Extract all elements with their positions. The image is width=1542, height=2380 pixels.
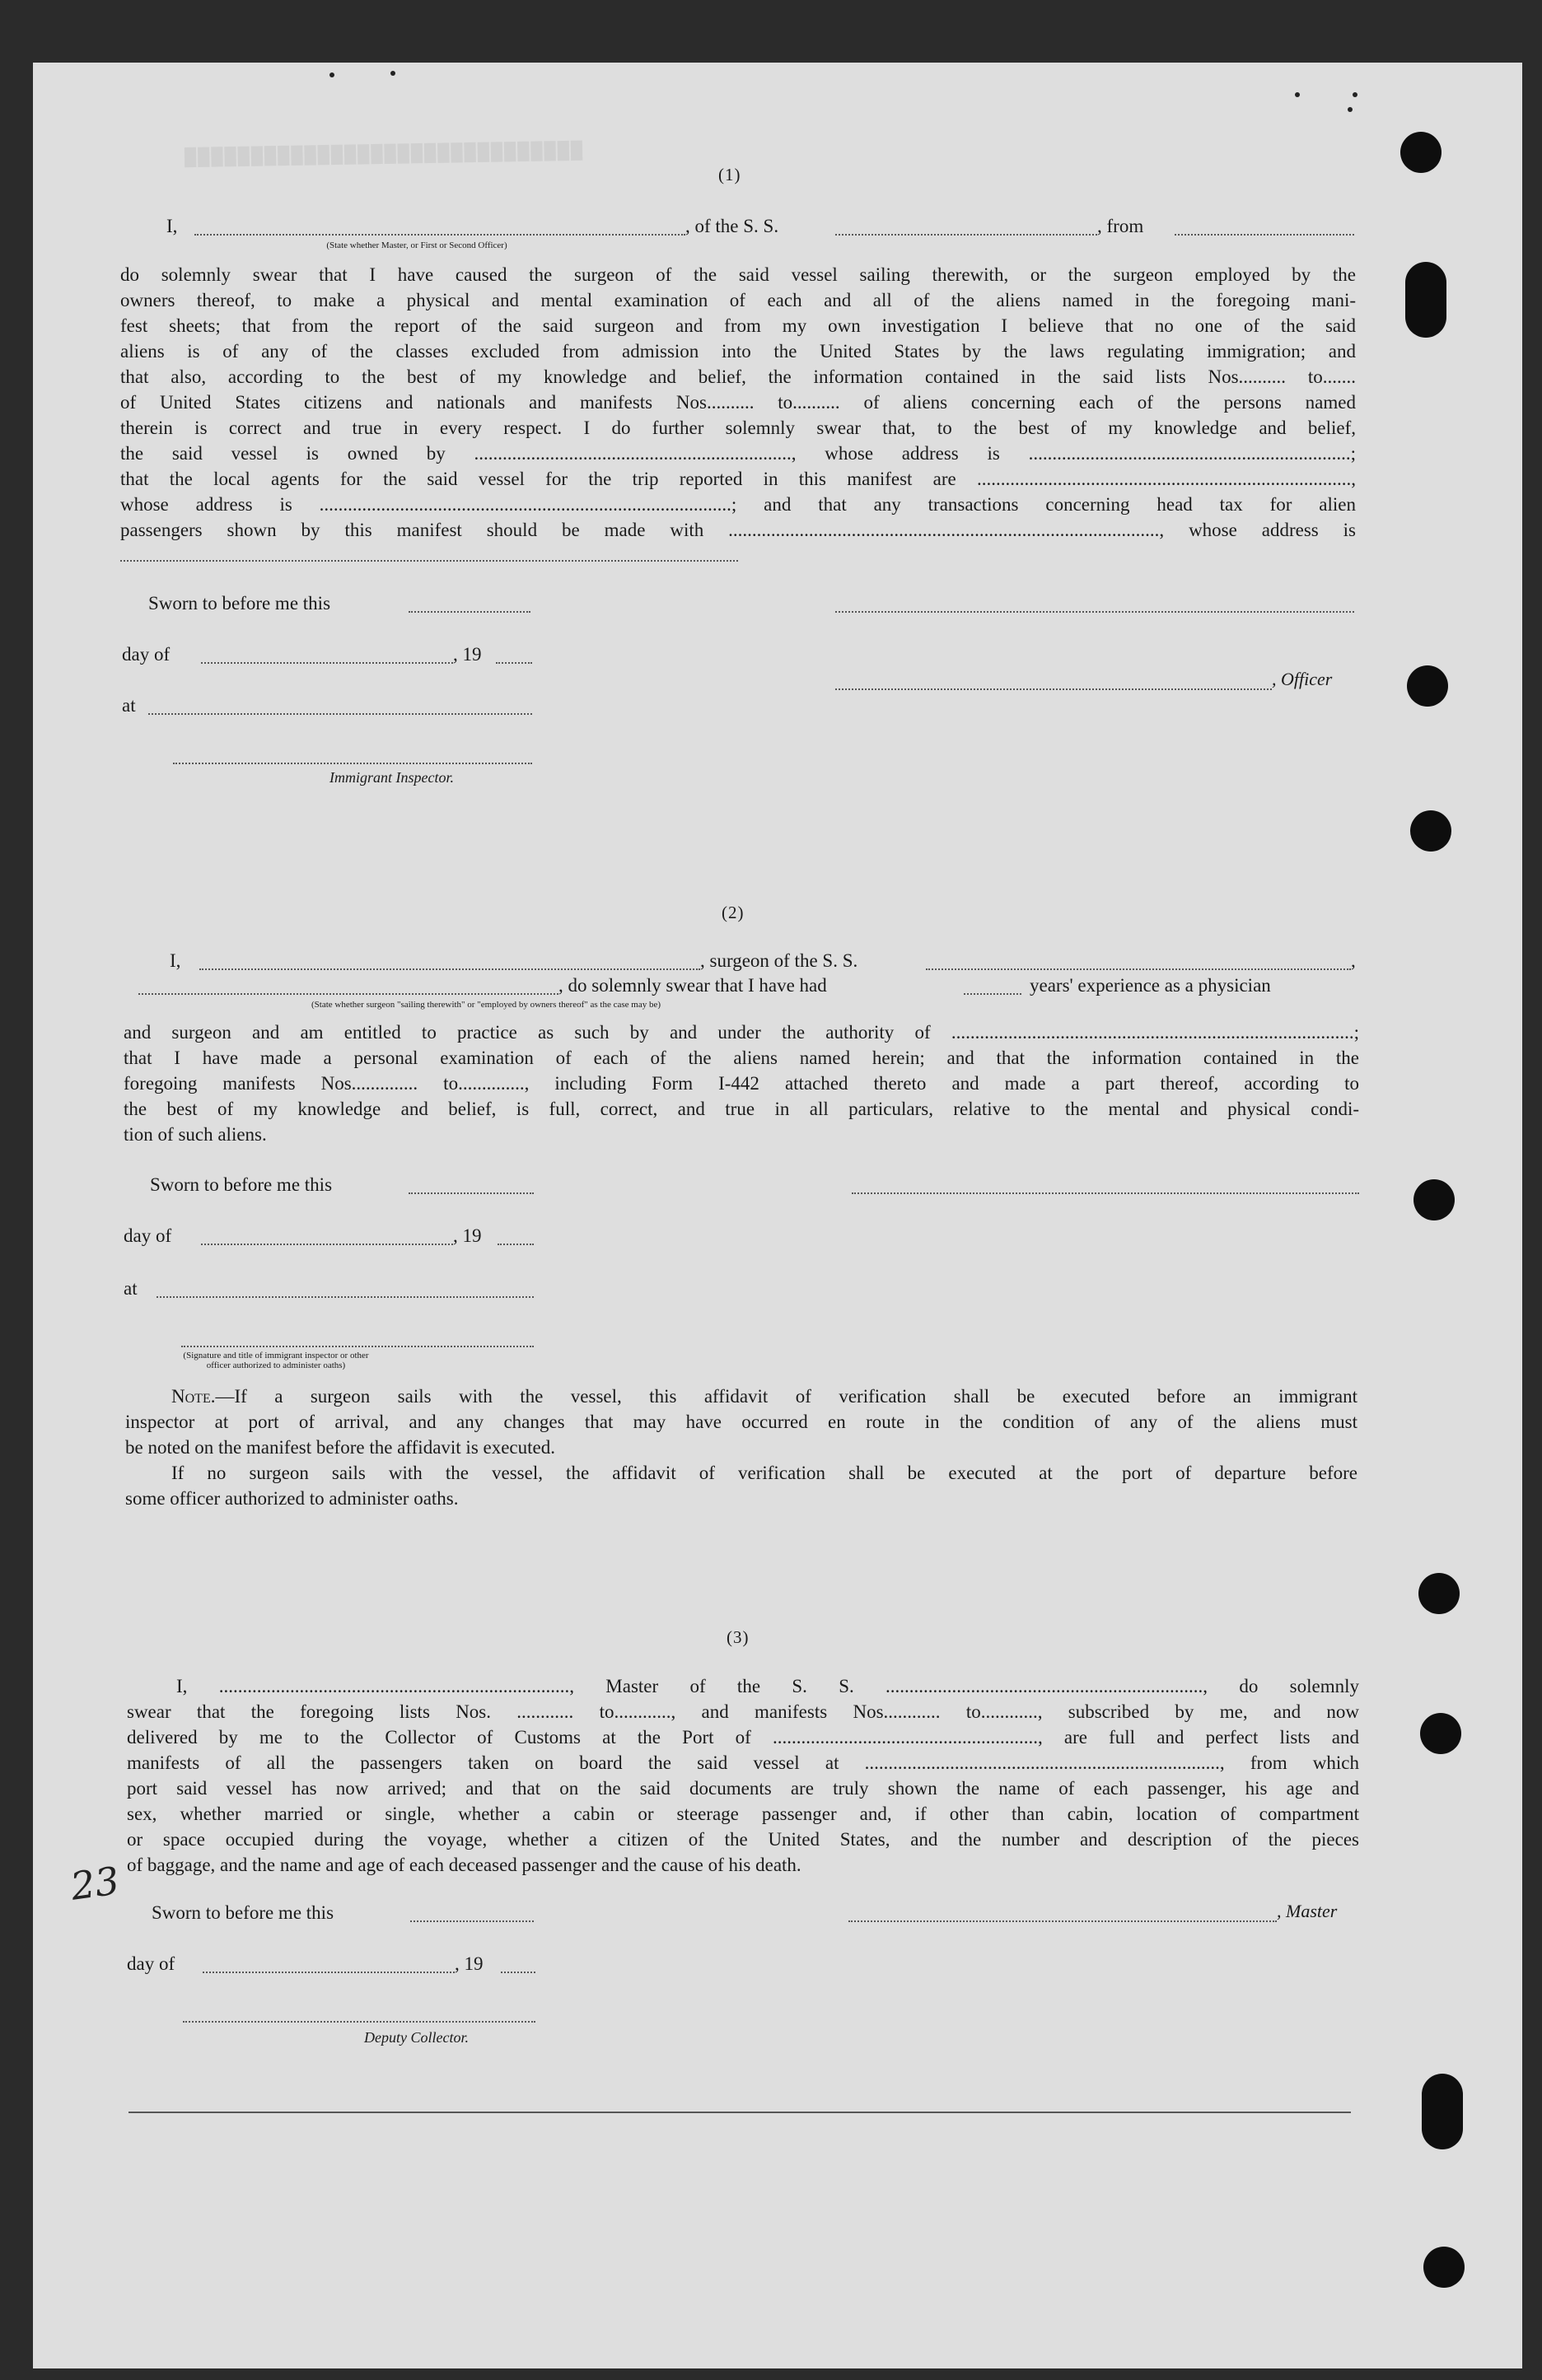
sworn-label: Sworn to before me this: [150, 1174, 333, 1195]
paragraph-line: foregoing manifests Nos.............. to.............., including Form I-442 attached thereto and made a part thereof, according to: [124, 1073, 1359, 1094]
blank-field: [409, 611, 530, 613]
paragraph-line: owners thereof, to make a physical and mental examination of each and all of the aliens named in the foregoing mani-: [120, 290, 1356, 310]
punch-hole: [1423, 2247, 1465, 2288]
blank-field: [201, 662, 453, 664]
speck: [329, 72, 334, 77]
note-line: inspector at port of arrival, and any changes that may have occurred en route in the condition of any of the aliens must: [125, 1412, 1357, 1432]
blank-field: [120, 560, 738, 562]
speck: [1348, 107, 1353, 112]
note-label: Note.: [171, 1386, 216, 1407]
speck: [1353, 92, 1357, 97]
blank-field: [148, 713, 532, 715]
blank-field: [496, 662, 532, 664]
field-caption: (State whether surgeon "sailing therewith" or "employed by owners thereof" as the case may be): [311, 1000, 661, 1010]
paragraph-line: that I have made a personal examination of each of the aliens named herein; and that the information contained in the: [124, 1048, 1359, 1068]
punch-hole: [1407, 665, 1448, 707]
blank-field: [926, 968, 1351, 970]
paragraph-line: I, .........................................................................., Master of the S. S. ..................................................................., do solemnly: [176, 1676, 1359, 1696]
at-label: at: [122, 695, 136, 716]
paragraph-line: or space occupied during the voyage, whether a citizen of the United States, and the number and description of the pieces: [127, 1829, 1359, 1850]
paragraph-line: aliens is of any of the classes excluded from admission into the United States by the laws regulating immigration; and: [120, 341, 1356, 362]
note-line: be noted on the manifest before the affidavit is executed.: [125, 1437, 555, 1458]
note-line: If no surgeon sails with the vessel, the affidavit of verification shall be executed at the port of departure before: [171, 1463, 1357, 1483]
collector-signature-line: [183, 2021, 535, 2023]
blank-field: [138, 993, 558, 995]
paragraph-line: delivered by me to the Collector of Customs at the Port of ........................................................, are full and perfect lists and: [127, 1727, 1359, 1748]
oath-paragraph: [120, 262, 1356, 543]
day-of-label: day of: [127, 1953, 175, 1974]
punch-hole: [1422, 2074, 1463, 2149]
line-start: I,: [166, 216, 178, 236]
note-text: —If a surgeon sails with the vessel, this affidavit of verification shall be executed before an immigrant: [215, 1386, 1357, 1407]
punch-hole: [1405, 262, 1446, 338]
line-text: ,: [1351, 950, 1356, 971]
day-of-label: day of: [122, 644, 171, 665]
paragraph-line: fest sheets; that from the report of the said surgeon and from my own investigation I believe that no one of the said: [120, 315, 1356, 336]
paragraph-line: tion of such aliens.: [124, 1124, 267, 1145]
line-text: , surgeon of the S. S.: [700, 950, 858, 971]
paragraph-line: therein is correct and true in every respect. I do further solemnly swear that, to the best of my knowledge and belief,: [120, 418, 1356, 438]
bottom-rule: [128, 2112, 1351, 2113]
note-paragraph: [125, 1384, 1357, 1511]
paragraph-line: manifests of all the passengers taken on board the said vessel at ..........................................................................., from which: [127, 1752, 1359, 1773]
year-label: , 19: [453, 1225, 482, 1246]
punch-hole: [1420, 1713, 1461, 1754]
section-number: (2): [722, 903, 745, 922]
blank-field: [203, 1972, 455, 1973]
paragraph-line: that the local agents for the said vessel for the trip reported in this manifest are ...............................................................................,: [120, 469, 1356, 489]
punch-hole: [1418, 1573, 1460, 1614]
year-label: , 19: [455, 1953, 484, 1974]
note-line: some officer authorized to administer oaths.: [125, 1488, 459, 1509]
blank-field: [409, 1192, 534, 1194]
inspector-signature-line: [173, 763, 532, 764]
collector-label: Deputy Collector.: [364, 2029, 469, 2046]
paragraph-line: sex, whether married or single, whether a cabin or steerage passenger and, if other than cabin, location of compartment: [127, 1804, 1359, 1824]
paragraph-line: swear that the foregoing lists Nos. ............ to............, and manifests Nos............ to............, subscribed by me, and now: [127, 1701, 1359, 1722]
section-number: (1): [718, 165, 741, 184]
punch-hole: [1400, 132, 1442, 173]
blank-field: [201, 1244, 453, 1245]
paragraph-line: passengers shown by this manifest should be made with ..........................................................................................., whose address is: [120, 520, 1356, 540]
blank-field: [501, 1972, 535, 1973]
blank-field: [1175, 234, 1354, 236]
officer-signature-line: [835, 611, 1354, 613]
paragraph-line: and surgeon and am entitled to practice as such by and under the authority of .....................................................................................;: [124, 1022, 1359, 1043]
signature-line: [852, 1192, 1359, 1194]
officer-label: , Officer: [1272, 669, 1333, 689]
blank-field: [410, 1920, 534, 1922]
signature-caption: (Signature and title of immigrant inspector or other officer authorized to administer oaths): [183, 1351, 369, 1370]
paragraph-line: do solemnly swear that I have caused the surgeon of the said vessel sailing therewith, or the surgeon employed by the: [120, 264, 1356, 285]
sworn-label: Sworn to before me this: [152, 1902, 334, 1923]
paragraph-line: of baggage, and the name and age of each deceased passenger and the cause of his death.: [127, 1855, 801, 1875]
oath-paragraph: [127, 1673, 1359, 1878]
line-text: , from: [1097, 216, 1144, 236]
year-label: , 19: [453, 644, 482, 665]
paragraph-line: of United States citizens and nationals and manifests Nos.......... to.......... of aliens concerning each of the persons named: [120, 392, 1356, 413]
at-label: at: [124, 1278, 138, 1299]
master-signature-line: [848, 1920, 1277, 1922]
bleed-through-text: ██████████████████████████████: [184, 141, 585, 167]
blank-field: [498, 1244, 534, 1245]
line-text: years' experience as a physician: [1030, 975, 1271, 996]
speck: [390, 71, 395, 76]
oath-paragraph: [124, 1020, 1359, 1147]
sworn-label: Sworn to before me this: [148, 593, 331, 614]
day-of-label: day of: [124, 1225, 172, 1246]
officer-signature-line: [835, 688, 1272, 690]
paragraph-line: the said vessel is owned by ..................................................................., whose address is ....................................................................;: [120, 443, 1356, 464]
blank-field: [194, 234, 685, 236]
line-start: I,: [170, 950, 181, 971]
blank-field: [964, 993, 1021, 995]
note-line: [125, 1384, 1357, 1409]
paragraph-line: port said vessel has now arrived; and that on the said documents are truly shown the name of each passenger, his age and: [127, 1778, 1359, 1799]
paragraph-line: that also, according to the best of my knowledge and belief, the information contained in the said lists Nos.......... to.......: [120, 366, 1356, 387]
blank-field: [199, 968, 700, 970]
speck: [1295, 92, 1300, 97]
line-text: , do solemnly swear that I have had: [558, 975, 827, 996]
blank-field: [835, 234, 1097, 236]
handwritten-number: 23: [68, 1858, 123, 1909]
inspector-signature-line: [181, 1346, 534, 1347]
inspector-label: Immigrant Inspector.: [329, 769, 454, 786]
punch-hole: [1410, 810, 1451, 852]
paragraph-line: the best of my knowledge and belief, is full, correct, and true in all particulars, relative to the mental and physical condi-: [124, 1099, 1359, 1119]
paragraph-line: whose address is .......................................................................................; and that any transactions concerning head tax for alien: [120, 494, 1356, 515]
master-label: , Master: [1277, 1901, 1338, 1921]
punch-hole: [1414, 1179, 1455, 1220]
line-text: , of the S. S.: [685, 216, 779, 236]
field-caption: (State whether Master, or First or Second Officer): [326, 240, 507, 250]
section-number: (3): [727, 1627, 750, 1647]
blank-field: [157, 1296, 534, 1298]
